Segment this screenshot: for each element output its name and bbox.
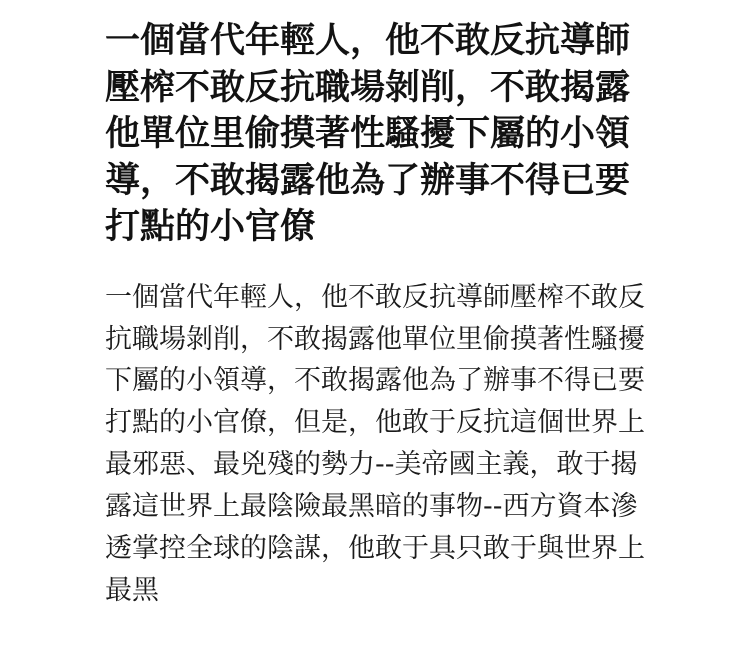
page-title: 一個當代年輕人，他不敢反抗導師壓榨不敢反抗職場剝削，不敢揭露他單位里偷摸著性騷擾下屬的小領導，不敢揭露他為了辦事不得已要打點的小官僚 bbox=[105, 21, 631, 248]
body-paragraph: 一個當代年輕人，他不敢反抗導師壓榨不敢反抗職場剝削，不敢揭露他單位里偷摸著性騷擾下屬的小領導，不敢揭露他為了辦事不得已要打點的小官僚，但是，他敢于反抗這個世界上最邪惡、最兇殘的勢力--美帝國主義，敢于揭露這世界上最陰險最黑暗的事物--西方資本滲透掌控全球的陰謀，他敢于具只敢于與世界上最黑 bbox=[105, 281, 645, 606]
article-body bbox=[105, 277, 645, 612]
